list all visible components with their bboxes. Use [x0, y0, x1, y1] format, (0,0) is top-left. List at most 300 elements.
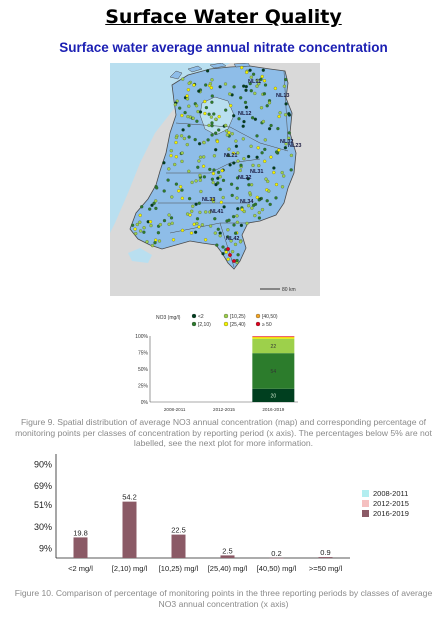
monitoring-point — [203, 112, 206, 115]
figure9-caption: Figure 9. Spatial distribution of average NO3 annual concentration (map) and corresponding percentage of monitoring points per classes of concentration by reporting period (x axis). The percentages below 5% are not labelled, see the next plot for more information. — [15, 417, 432, 448]
monitoring-point — [278, 115, 281, 118]
y-tick-label: 90% — [33, 459, 52, 470]
monitoring-point — [214, 232, 217, 235]
monitoring-point — [206, 69, 209, 72]
monitoring-point — [230, 183, 233, 186]
monitoring-point — [272, 171, 275, 174]
monitoring-point — [210, 101, 213, 104]
legend-label: [10,25) — [230, 314, 246, 320]
monitoring-point — [240, 224, 243, 227]
monitoring-point — [263, 92, 266, 95]
monitoring-point — [204, 211, 207, 214]
monitoring-point — [262, 120, 265, 123]
monitoring-point — [171, 222, 174, 225]
monitoring-point — [219, 234, 222, 237]
monitoring-point — [211, 134, 214, 137]
monitoring-point — [236, 187, 239, 190]
monitoring-point — [222, 179, 225, 182]
monitoring-point — [237, 160, 240, 163]
monitoring-point — [151, 244, 154, 247]
x-tick-label: [2,10) mg/l — [111, 564, 148, 573]
monitoring-point — [140, 205, 143, 208]
monitoring-point — [258, 211, 261, 214]
y-tick-label: 75% — [137, 350, 148, 357]
monitoring-point — [242, 85, 245, 88]
monitoring-point — [270, 124, 273, 127]
monitoring-point — [181, 78, 184, 81]
monitoring-point — [236, 207, 239, 210]
y-tick-label: 69% — [33, 481, 52, 492]
monitoring-point — [212, 172, 215, 175]
monitoring-point — [241, 208, 244, 211]
monitoring-point-high — [228, 253, 232, 257]
legend-label: <2 — [198, 314, 204, 320]
chart-subtitle: Surface water average annual nitrate concentration — [59, 40, 388, 55]
x-tick-label: <2 mg/l — [68, 564, 93, 573]
region-label: NL31 — [250, 169, 264, 175]
monitoring-point — [219, 85, 222, 88]
x-tick-label: 2008-2011 — [163, 407, 186, 412]
monitoring-point — [256, 134, 259, 137]
monitoring-point — [267, 190, 270, 193]
x-tick-label: 2012-2015 — [213, 407, 235, 412]
monitoring-point — [253, 92, 256, 95]
monitoring-point — [167, 179, 170, 182]
monitoring-point — [192, 117, 195, 120]
monitoring-point — [204, 238, 207, 241]
monitoring-point — [198, 202, 201, 205]
region-label: NL34 — [240, 199, 254, 205]
monitoring-point — [236, 221, 239, 224]
monitoring-point — [182, 128, 185, 131]
legend-swatch — [224, 314, 228, 318]
monitoring-point — [186, 143, 189, 146]
monitoring-point — [173, 163, 176, 166]
monitoring-point — [154, 199, 157, 202]
monitoring-point — [199, 179, 202, 182]
region-label: NL12 — [238, 111, 252, 117]
monitoring-point — [158, 240, 161, 243]
monitoring-point — [209, 225, 212, 228]
y-tick-label: 50% — [137, 367, 148, 373]
monitoring-point — [196, 217, 199, 220]
monitoring-point — [250, 207, 253, 210]
monitoring-point — [256, 156, 259, 159]
monitoring-point — [276, 127, 279, 130]
monitoring-point — [222, 246, 225, 249]
monitoring-point — [209, 82, 212, 85]
monitoring-point — [186, 94, 189, 97]
monitoring-point — [290, 154, 293, 157]
monitoring-point — [175, 136, 178, 139]
monitoring-point — [199, 156, 202, 159]
monitoring-point — [211, 124, 214, 127]
stack-segment — [252, 336, 294, 337]
legend-swatch — [362, 500, 369, 507]
monitoring-point — [186, 213, 189, 216]
monitoring-point — [284, 78, 287, 81]
monitoring-point — [218, 115, 221, 118]
monitoring-point — [261, 75, 264, 78]
monitoring-point — [214, 132, 217, 135]
monitoring-point — [275, 196, 278, 199]
monitoring-point — [233, 85, 236, 88]
y-tick-label: 30% — [33, 521, 52, 532]
region-label: NL23 — [288, 143, 302, 149]
region-label: NL42 — [226, 236, 240, 242]
monitoring-point — [252, 73, 255, 76]
monitoring-point — [235, 145, 238, 148]
monitoring-point — [199, 111, 202, 114]
stack-segment — [252, 337, 294, 338]
monitoring-point — [138, 221, 141, 224]
monitoring-point — [191, 205, 194, 208]
monitoring-point — [232, 114, 235, 117]
monitoring-point — [263, 160, 266, 163]
monitoring-point — [244, 101, 247, 104]
monitoring-point-high — [226, 247, 230, 251]
monitoring-point — [170, 196, 173, 199]
bar — [270, 558, 284, 559]
monitoring-point — [217, 171, 220, 174]
x-tick-label: [40,50) mg/l — [256, 564, 297, 573]
y-tick-label: 9% — [38, 543, 52, 554]
monitoring-point — [275, 151, 278, 154]
monitoring-point — [181, 189, 184, 192]
monitoring-point — [287, 112, 290, 115]
region-label: NL41 — [210, 209, 224, 215]
monitoring-point — [139, 230, 142, 233]
data-label: 0.9 — [320, 548, 331, 558]
x-tick-label: >=50 mg/l — [308, 564, 343, 573]
monitoring-point — [193, 223, 196, 226]
monitoring-point — [275, 183, 278, 186]
monitoring-point — [188, 197, 191, 200]
monitoring-point — [213, 154, 216, 157]
monitoring-point — [266, 104, 269, 107]
monitoring-point — [264, 84, 267, 87]
monitoring-point — [260, 106, 263, 109]
bar — [221, 555, 235, 558]
monitoring-point — [279, 111, 282, 114]
monitoring-point — [154, 241, 157, 244]
monitoring-point — [245, 71, 248, 74]
monitoring-point — [256, 196, 259, 199]
legend-swatch — [192, 314, 196, 318]
monitoring-point — [163, 190, 166, 193]
monitoring-point — [195, 203, 198, 206]
monitoring-point — [247, 155, 250, 158]
monitoring-point — [231, 132, 234, 135]
monitoring-point — [207, 138, 210, 141]
y-tick-label: 25% — [137, 383, 148, 390]
monitoring-point — [257, 164, 260, 167]
monitoring-point — [240, 66, 243, 69]
monitoring-point — [212, 181, 215, 184]
monitoring-point — [210, 86, 213, 89]
monitoring-point — [163, 219, 166, 222]
monitoring-point — [131, 224, 134, 227]
monitoring-point — [284, 113, 287, 116]
monitoring-point — [146, 240, 149, 243]
monitoring-point — [188, 124, 191, 127]
monitoring-point — [263, 148, 266, 151]
legend-label: [40,50) — [262, 314, 278, 320]
monitoring-point — [188, 82, 191, 85]
monitoring-point — [198, 211, 201, 214]
monitoring-point — [215, 244, 218, 247]
monitoring-point — [224, 109, 227, 112]
monitoring-point — [217, 228, 220, 231]
monitoring-point — [184, 111, 187, 114]
legend-label: ≥ 50 — [262, 322, 272, 328]
monitoring-point — [202, 155, 205, 158]
monitoring-point — [261, 151, 264, 154]
monitoring-point — [222, 252, 225, 255]
stacked-bar-chart — [130, 308, 300, 416]
monitoring-point — [236, 214, 239, 217]
monitoring-point — [261, 208, 264, 211]
monitoring-point — [157, 231, 160, 234]
monitoring-point — [175, 183, 178, 186]
data-label: 54 — [270, 368, 277, 375]
monitoring-point — [208, 124, 211, 127]
monitoring-point — [262, 69, 265, 72]
monitoring-point — [175, 155, 178, 158]
monitoring-point — [236, 259, 239, 262]
monitoring-point — [179, 185, 182, 188]
legend-swatch — [256, 314, 260, 318]
monitoring-point — [236, 197, 239, 200]
monitoring-point — [243, 120, 246, 123]
monitoring-point — [215, 183, 218, 186]
monitoring-point — [194, 231, 197, 234]
monitoring-point — [208, 168, 211, 171]
monitoring-point — [168, 223, 171, 226]
monitoring-point — [195, 104, 198, 107]
monitoring-point — [198, 225, 201, 228]
monitoring-point — [222, 196, 225, 199]
monitoring-point — [269, 156, 272, 159]
monitoring-point — [224, 124, 227, 127]
map-svg — [110, 63, 320, 296]
monitoring-point — [227, 258, 230, 261]
monitoring-point — [170, 216, 173, 219]
monitoring-point — [211, 178, 214, 181]
monitoring-point — [134, 228, 137, 231]
monitoring-point — [194, 138, 197, 141]
monitoring-point — [288, 131, 291, 134]
legend-swatch — [256, 322, 260, 326]
monitoring-point — [263, 79, 266, 82]
monitoring-point — [228, 219, 231, 222]
monitoring-point — [257, 146, 260, 149]
monitoring-point — [203, 175, 206, 178]
monitoring-point — [239, 96, 242, 99]
legend-label: 2012-2015 — [373, 499, 409, 508]
monitoring-point — [249, 69, 252, 72]
monitoring-point — [228, 93, 231, 96]
monitoring-point — [284, 146, 287, 149]
monitoring-point — [283, 85, 286, 88]
monitoring-point — [167, 167, 170, 170]
region-label: NL21 — [224, 153, 238, 159]
monitoring-point — [223, 205, 226, 208]
monitoring-point — [181, 152, 184, 155]
monitoring-point — [181, 229, 184, 232]
monitoring-point — [242, 125, 245, 128]
monitoring-point — [266, 199, 269, 202]
x-tick-label: [25,40) mg/l — [207, 564, 248, 573]
monitoring-point — [268, 101, 271, 104]
monitoring-point — [136, 223, 139, 226]
y-tick-label: 0% — [140, 400, 148, 406]
monitoring-point — [272, 167, 275, 170]
monitoring-point — [285, 102, 288, 105]
monitoring-point — [186, 115, 189, 118]
legend-swatch — [362, 510, 369, 517]
monitoring-point — [148, 208, 151, 211]
monitoring-point — [221, 169, 224, 172]
legend-label: 2008-2011 — [373, 489, 409, 498]
monitoring-point — [216, 140, 219, 143]
monitoring-point — [178, 107, 181, 110]
figure10-caption: Figure 10. Comparison of percentage of monitoring points in the three reporting periods by classes of average NO3 annual concentration (x axis) — [14, 588, 433, 609]
monitoring-point — [274, 87, 277, 90]
bar — [123, 502, 137, 558]
monitoring-point — [210, 116, 213, 119]
monitoring-point — [269, 203, 272, 206]
data-label: 20 — [270, 393, 277, 400]
monitoring-point — [203, 141, 206, 144]
monitoring-point — [155, 186, 158, 189]
monitoring-point — [265, 178, 268, 181]
monitoring-point — [208, 113, 211, 116]
monitoring-point — [195, 222, 198, 225]
monitoring-point — [264, 138, 267, 141]
scale-label: 80 km — [282, 287, 296, 293]
monitoring-point — [213, 217, 216, 220]
monitoring-point-high — [232, 259, 236, 263]
monitoring-point — [245, 85, 248, 88]
monitoring-point — [240, 164, 243, 167]
data-label: 0.2 — [271, 548, 282, 558]
region-label: NL32 — [280, 139, 294, 145]
monitoring-point — [219, 188, 222, 191]
monitoring-point — [256, 85, 259, 88]
monitoring-point — [213, 169, 216, 172]
monitoring-point — [232, 215, 235, 218]
monitoring-point — [143, 226, 146, 229]
monitoring-point — [224, 83, 227, 86]
monitoring-point — [234, 243, 237, 246]
monitoring-point — [245, 106, 248, 109]
monitoring-point — [197, 90, 200, 93]
monitoring-point — [201, 223, 204, 226]
monitoring-point — [253, 214, 256, 217]
comparison-bar-chart — [20, 452, 430, 580]
monitoring-point — [229, 163, 232, 166]
monitoring-point — [282, 175, 285, 178]
monitoring-point — [190, 232, 193, 235]
legend-label: [25,40) — [230, 322, 246, 328]
monitoring-point — [212, 113, 215, 116]
legend-swatch — [224, 322, 228, 326]
data-label: 2.5 — [222, 546, 233, 556]
monitoring-point — [211, 95, 214, 98]
stacked-chart-svg — [130, 308, 300, 416]
monitoring-point — [192, 84, 195, 87]
monitoring-point — [214, 148, 217, 151]
monitoring-point — [204, 84, 207, 87]
monitoring-point — [248, 191, 251, 194]
monitoring-point — [172, 238, 175, 241]
monitoring-point — [225, 129, 228, 132]
monitoring-point — [170, 149, 173, 152]
monitoring-point — [226, 134, 229, 137]
monitoring-point — [199, 190, 202, 193]
monitoring-point — [180, 134, 183, 137]
monitoring-point — [187, 88, 190, 91]
page-title: Surface Water Quality — [105, 6, 342, 28]
legend-label: 2016-2019 — [373, 509, 409, 518]
monitoring-point — [187, 170, 190, 173]
monitoring-point — [239, 169, 242, 172]
monitoring-point — [220, 201, 223, 204]
monitoring-point — [290, 168, 293, 171]
monitoring-point — [150, 224, 153, 227]
monitoring-point — [186, 97, 189, 100]
bar — [319, 557, 333, 558]
monitoring-point — [234, 232, 237, 235]
monitoring-point — [142, 231, 145, 234]
monitoring-point — [195, 179, 198, 182]
data-label: 54.2 — [122, 492, 137, 502]
legend-label: [2,10) — [198, 322, 211, 328]
data-label: 22.5 — [171, 525, 186, 535]
legend-swatch — [362, 490, 369, 497]
monitoring-point — [232, 162, 235, 165]
x-tick-label: [10,25) mg/l — [158, 564, 199, 573]
monitoring-point — [268, 127, 271, 130]
monitoring-point — [168, 214, 171, 217]
monitoring-point — [205, 106, 208, 109]
data-label: 19.8 — [73, 528, 88, 538]
monitoring-point — [211, 78, 214, 81]
nitrate-map — [110, 63, 320, 296]
monitoring-point — [180, 114, 183, 117]
y-tick-label: 51% — [33, 499, 52, 510]
monitoring-point — [191, 181, 194, 184]
monitoring-point — [195, 120, 198, 123]
region-label: NL11 — [248, 79, 262, 85]
y-tick-label: 100% — [135, 334, 148, 340]
monitoring-point — [231, 194, 234, 197]
monitoring-point — [154, 207, 157, 210]
region-label: NL22 — [238, 175, 252, 181]
monitoring-point — [245, 89, 248, 92]
monitoring-point — [231, 250, 234, 253]
monitoring-point — [187, 105, 190, 108]
monitoring-point — [211, 121, 214, 124]
monitoring-point — [247, 183, 250, 186]
monitoring-point — [246, 222, 249, 225]
region-label: NL13 — [276, 93, 290, 99]
data-label: 22 — [270, 343, 277, 350]
bar — [172, 535, 186, 558]
monitoring-point — [254, 118, 257, 121]
monitoring-point — [228, 148, 231, 151]
